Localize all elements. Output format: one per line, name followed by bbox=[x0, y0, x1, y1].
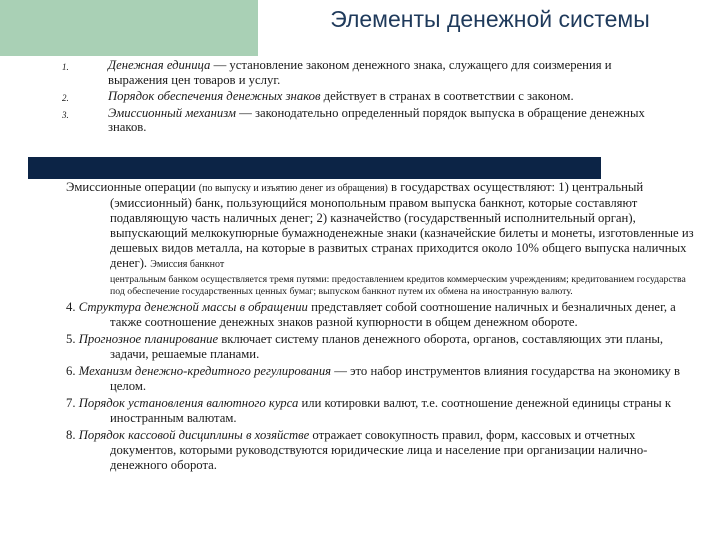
list-number: 1. bbox=[62, 62, 69, 72]
term: Эмиссионный механизм bbox=[108, 105, 236, 120]
definition: представляет собой соотношение наличных и безналичных денег, а также соотношение денежных знаков разной купюрности в общем денежном обороте. bbox=[110, 300, 676, 330]
item-number: 5. bbox=[66, 332, 79, 347]
list-item bbox=[66, 300, 696, 330]
emission-tail: Эмиссия банкнот bbox=[150, 259, 225, 270]
item-number: 8. bbox=[66, 428, 79, 443]
list-item bbox=[66, 364, 696, 394]
emission-lead-note: (по выпуску и изъятию денег из обращения) bbox=[198, 183, 388, 194]
divider-bar bbox=[28, 157, 601, 179]
decorative-side-band bbox=[0, 0, 258, 56]
list-item bbox=[66, 396, 696, 426]
term: Денежная единица bbox=[108, 58, 211, 72]
list-number: 3. bbox=[62, 109, 69, 120]
list-item bbox=[62, 89, 672, 104]
definition: — установление законом денежного знака, служащего для соизмерения и выражения цен товаров и услуг. bbox=[108, 58, 612, 87]
emission-note: центральным банком осуществляется тремя путями: предоставлением кредитов коммерческим учреждениям; кредитованием государства под обеспечение государственных ценных бумаг; выпуском банкнот путем их обмена на иностранную валюту. bbox=[110, 274, 686, 297]
emission-body: в государствах осуществляют: 1) центральный (эмиссионный) банк, пользующийся монопольным правом выпуска банкнот, которые составляют подавляющую часть наличных денег; 2) казначейство (государственный исполнительный орган), выпускающий мелкокупюрные бумажноденежные знаки (казначейские билеты и монеты, изготовленные из дешевых видов металла, на которые в развитых странах приходится около 10% общего выпуска наличных денег). bbox=[110, 180, 694, 270]
item-number: 6. bbox=[66, 364, 79, 379]
page-title: Элементы денежной системы bbox=[330, 6, 650, 32]
definition: — законодательно определенный порядок выпуска в обращение денежных знаков. bbox=[108, 105, 645, 134]
definition: действует в странах в соответствии с законом. bbox=[320, 89, 574, 103]
term: Порядок кассовой дисциплины в хозяйстве bbox=[78, 428, 310, 443]
item-number: 4. bbox=[66, 300, 79, 315]
list-item bbox=[66, 332, 696, 362]
term: Механизм денежно-кредитного регулирования bbox=[78, 364, 332, 379]
list-item bbox=[66, 428, 696, 473]
term: Структура денежной массы в обращении bbox=[78, 300, 308, 315]
term: Прогнозное планирование bbox=[78, 332, 219, 347]
term: Порядок обеспечения денежных знаков bbox=[108, 89, 321, 103]
top-ordered-list bbox=[62, 58, 672, 137]
definition: включает систему планов денежного оборота, органов, составляющих эти планы, задачи, решаемые планами. bbox=[110, 332, 664, 362]
definition: или котировки валют, т.е. соотношение денежной единицы страны к иностранным валютам. bbox=[110, 396, 671, 426]
item-number: 7. bbox=[66, 396, 79, 411]
emission-lead: Эмиссионные операции bbox=[66, 180, 199, 194]
definition: — это набор инструментов влияния государства на экономику в целом. bbox=[110, 364, 681, 394]
main-content bbox=[66, 180, 696, 475]
list-item bbox=[62, 106, 672, 135]
list-item bbox=[62, 58, 672, 87]
term: Порядок установления валютного курса bbox=[78, 396, 299, 411]
definition: отражает совокупность правил, форм, кассовых и отчетных документов, которыми руководствуются юридические лица и население при организации налично-денежного оборота. bbox=[110, 428, 648, 473]
list-number: 2. bbox=[62, 93, 69, 103]
emission-paragraph bbox=[66, 180, 696, 272]
